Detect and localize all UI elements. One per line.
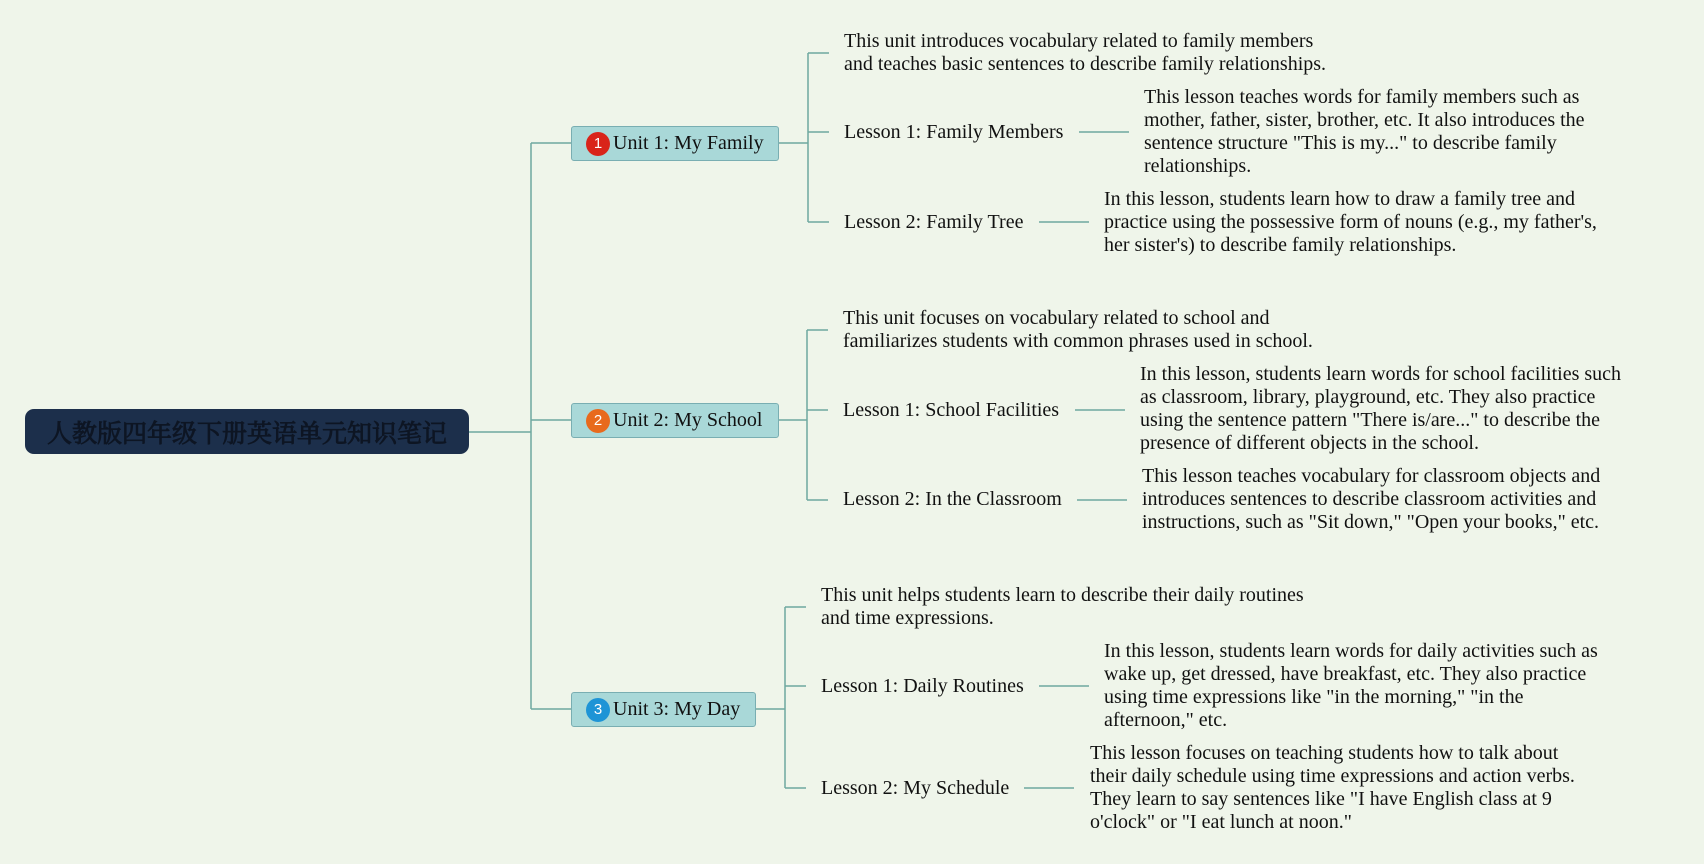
unit-1-summary[interactable]: This unit introduces vocabulary related to family members and teaches basic sentences to describe family relationships. <box>844 30 1327 75</box>
unit-1-node[interactable] <box>571 126 779 161</box>
unit-3-lesson-1-detail[interactable]: In this lesson, students learn words for daily activities such as wake up, get dressed, have breakfast, etc. They also practice using time expressions like "in the morning," "in the afternoon," etc. <box>1104 640 1598 731</box>
unit-1-label: Unit 1: My Family <box>613 132 764 154</box>
unit-3-lesson-2[interactable]: Lesson 2: My Schedule <box>821 777 1010 799</box>
unit-1-lesson-2-detail[interactable]: In this lesson, students learn how to draw a family tree and practice using the possessive form of nouns (e.g., my father's, her sister's) to describe family relationships. <box>1104 188 1597 256</box>
number-badge-icon: 2 <box>586 409 610 433</box>
unit-2-lesson-2-detail[interactable]: This lesson teaches vocabulary for classroom objects and introduces sentences to describe classroom activities and instructions, such as "Sit down," "Open your books," etc. <box>1142 465 1601 533</box>
number-badge-icon: 3 <box>586 698 610 722</box>
unit-2-node[interactable] <box>571 403 779 438</box>
unit-3-node[interactable] <box>571 692 756 727</box>
unit-1-lesson-2[interactable]: Lesson 2: Family Tree <box>844 211 1024 233</box>
number-badge-icon: 1 <box>586 132 610 156</box>
unit-3-label: Unit 3: My Day <box>613 698 741 720</box>
unit-1-lesson-1[interactable]: Lesson 1: Family Members <box>844 121 1064 143</box>
unit-2-lesson-1-detail[interactable]: In this lesson, students learn words for school facilities such as classroom, library, playground, etc. They also practice using the sentence pattern "There is/are..." to describe the presence of different objects in the school. <box>1140 363 1622 454</box>
unit-3-lesson-1[interactable]: Lesson 1: Daily Routines <box>821 675 1024 697</box>
unit-2-lesson-2[interactable]: Lesson 2: In the Classroom <box>843 488 1062 510</box>
unit-2-summary[interactable]: This unit focuses on vocabulary related to school and familiarizes students with common phrases used in school. <box>843 307 1313 352</box>
unit-3-lesson-2-detail[interactable]: This lesson focuses on teaching students how to talk about their daily schedule using time expressions and action verbs. They learn to say sentences like "I have English class at 9 o'clock" or "I eat lunch at noon." <box>1090 742 1575 833</box>
root-topic[interactable] <box>25 409 469 454</box>
root-title: 人教版四年级下册英语单元知识笔记 <box>46 418 447 448</box>
unit-1-lesson-1-detail[interactable]: This lesson teaches words for family members such as mother, father, sister, brother, etc. It also introduces the sentence structure "This is my..." to describe family relationships. <box>1144 86 1585 177</box>
unit-3-summary[interactable]: This unit helps students learn to describe their daily routines and time expressions. <box>821 584 1304 629</box>
unit-2-label: Unit 2: My School <box>613 409 763 431</box>
unit-2-lesson-1[interactable]: Lesson 1: School Facilities <box>843 399 1060 421</box>
